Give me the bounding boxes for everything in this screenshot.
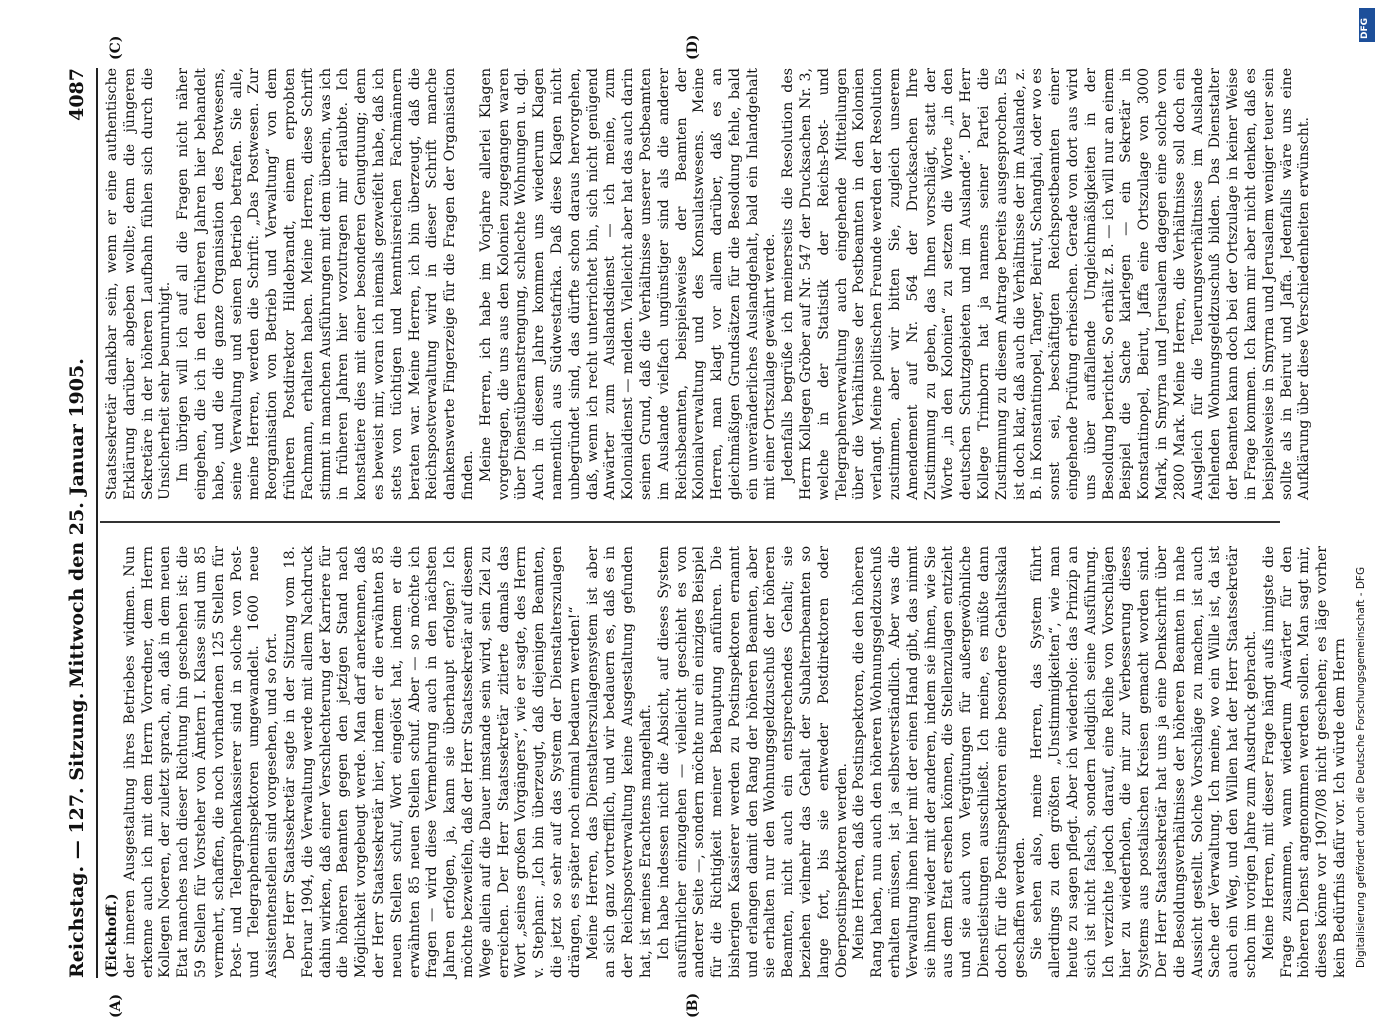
paragraph: Der Herr Staatssekretär sagte in der Sitzung vom 18. Februar 1904, die Verwaltung werde mit allem Nachdruck dahin wirken, daß einer Verschlechterung der Karriere für die höheren Beamten gegen den jetzigen Stand nach Möglichkeit vorgebeugt werde. Man darf anerkennen, daß der Herr Staatssekretär hier, indem er die erwähnten 85 neuen Stellen schuf, Wort eingelöst hat, indem er die erwähnten 85 neuen Stellen schuf. Aber — so möchte ich fragen — wird diese Vermehrung auch in den nächsten Jahren erfolgen, ja, kann sie überhaupt erfolgen? Ich möchte bezweifeln, daß der Herr Staatssekretär auf diesem Wege allein auf die Dauer imstande sein wird, sein Ziel zu erreichen. Der Herr Staatssekretär zitierte damals das Wort „seines großen Vorgängers“, wie er sagte, des Herrn v. Stephan: „Ich bin überzeugt, daß diejenigen Beamten, die jetzt so sehr auf das System der Dienstalterszulagen drängen, es später noch einmal bedauern werden!“ bbox=[281, 546, 583, 978]
paragraph: Meine Herren, das Dienstalterszulagensystem ist aber an sich ganz vortrefflich, und wir bedauern es, daß es in der Reichspostverwaltung keine Ausgestaltung gefunden hat, ist meines Erachtens mangelhaft. bbox=[584, 546, 654, 978]
speaker-label: (Eickhoff.) bbox=[104, 893, 120, 978]
dfg-logo-text: DFG bbox=[1360, 17, 1370, 39]
paragraph: Im übrigen will ich auf all die Fragen nicht näher eingehen, die ich in den früheren Jahren hier behandelt habe, und die die ganze Organisation des Postwesens, seine Verwaltung und seinen Betrieb betrafen. Sie alle, meine Herren, werden die Schrift: „Das Postwesen. Zur Reorganisation von Betrieb und Verwaltung“ von dem früheren Postdirektor Hildebrandt, einem erprobten Fachmann, erhalten haben. Meine Herren, diese Schrift stimmt in manchen Ausführungen mit dem überein, was ich in früheren Jahren hier vorzutragen mir erlaubte. Ich konstatiere dies mit einer besonderen Genugtuung; denn es beweist mir, woran ich niemals gezweifelt habe, daß ich stets von tüchtigen und kenntnisreichen Fachmännern beraten war. Meine Herren, ich bin überzeugt, daß die Reichspostverwaltung wird in dieser Schrift manche dankenswerte Fingerzeige für die Fragen der Organisation finden. bbox=[175, 68, 476, 500]
text-column-right bbox=[104, 68, 1313, 500]
margin-mark-b: (B) bbox=[685, 992, 701, 1018]
text-column-left bbox=[104, 546, 1348, 978]
margin-mark-d: (D) bbox=[685, 34, 701, 60]
credit-text: Digitalisierung gefördert durch die Deutsche Forschungsgemeinschaft - DFG bbox=[1355, 566, 1367, 968]
header-rule bbox=[96, 68, 98, 978]
page-number: 4087 bbox=[66, 68, 88, 121]
paragraph: Meine Herren, ich habe im Vorjahre allerlei Klagen vorgetragen, die uns aus den Kolonien zugegangen waren über Dienstüberanstrengung, schlechte Wohnungen u. dgl. Auch in diesem Jahre kommen uns wiederum Klagen namentlich aus Südwestafrika. Daß diese Klagen nicht unbegründet sind, das dürfte schon daraus hervorgehen, daß, wenn ich recht unterrichtet bin, sich nicht genügend Anwärter zum Auslandsdienst — ich meine, zum Kolonialdienst — melden. Vielleicht aber hat das auch darin seinen Grund, daß die Verhältnisse unserer Postbeamten im Auslande vielfach ungünstiger sind als die anderer Reichsbeamten, beispielsweise der Beamten der Kolonialverwaltung und des Konsulatswesens. Meine Herren, man klagt vor allem darüber, daß es an gleichmäßigen Grundsätzen für die Besoldung fehle, bald ein unveränderliches Auslandgehalt, bald ein Inlandgehalt mit einer Ortszulage gewährt werde. bbox=[477, 68, 779, 500]
rotated-document-page bbox=[60, 34, 1348, 1018]
column-divider bbox=[100, 521, 1280, 523]
margin-mark-c: (C) bbox=[108, 35, 124, 60]
paragraph: Staatssekretär dankbar sein, wenn er eine authentische Erklärung darüber abgeben wollte; denn die jüngeren Sekretäre in der höheren Laufbahn fühlen sich durch die Unsicherheit sehr beunruhigt. bbox=[104, 68, 174, 500]
margin-mark-a: (A) bbox=[108, 993, 124, 1018]
paragraph: Jedenfalls begrüße ich meinerseits die Resolution des Herrn Kollegen Gröber auf Nr. 547 der Drucksachen Nr. 3, welche in der Statistik der Reichs-Post- und Telegraphenverwaltung auch eingehende Mitteilungen über die Verhältnisse der Postbeamten in den Kolonien verlangt. Meine politischen Freunde werden der Resolution zustimmen, aber wir bitten Sie, zugleich unserem Amendement auf Nr. 564 der Drucksachen Ihre Zustimmung zu geben, das Ihnen vorschlägt, statt der Worte „in den Kolonien“ zu setzen die Worte „in den deutschen Schutzgebieten und im Auslande“. Der Herr Kollege Trimborn hat ja namens seiner Partei die Zustimmung zu diesem Antrage bereits ausgesprochen. Es ist doch klar, daß auch die Verhältnisse der im Auslande, z. B. in Konstantinopel, Tanger, Beirut, Schanghai, oder wo es sonst sei, beschäftigten Reichspostbeamten einer eingehende Prüfung erheischen. Gerade von dort aus wird uns über auffallende Ungleichmäßigkeiten in der Besoldung berichtet. So erhält z. B. — ich will nur an einem Beispiel die Sache klarlegen — ein Sekretär in Konstantinopel, Beirut, Jaffa eine Ortszulage von 3000 Mark, in Smyrna und Jerusalem dagegen eine solche von 2800 Mark. Meine Herren, die Verhältnisse soll doch ein Ausgleich für die Teuerungsverhältnisse im Auslande fehlenden Wohnungsgeldzuschuß bilden. Das Dienstalter der Beamten kann doch bei der Ortszulage in keiner Weise in Frage kommen. Ich kann mir aber nicht denken, daß es beispielsweise in Smyrna und Jerusalem weniger teuer sein sollte als in Beirut und Jaffa. Jedenfalls wäre uns eine Aufklärung über diese Verschiedenheiten erwünscht. bbox=[780, 68, 1313, 500]
header-date: Mittwoch den 25. Januar 1905. bbox=[66, 358, 88, 688]
paragraph: der inneren Ausgestaltung ihres Betriebes widmen. Nun erkenne auch ich mit dem Herrn Vorredner, dem Herrn Kollegen Noeren, der zuletzt sprach, an, daß in dem neuen Etat manches nach dieser Richtung hin geschehen ist: die 59 Stellen für Vorsteher von Ämtern I. Klasse sind um 85 vermehrt, schaffen, die noch vorhandenen 125 Stellen für Post- und Telegraphenkassierer sind in solche von Post- und Telegrapheninspektoren umgewandelt. 1600 neue Assistentenstellen sind vorgesehen, und so fort. bbox=[121, 546, 281, 978]
paragraph: Sie sehen also, meine Herren, das System führt allerdings zu den größten „Unstimmigkeiten“, wie man heute zu sagen pflegt. Aber ich wiederhole: das Prinzip an sich ist nicht falsch, sondern lediglich seine Ausführung. Ich verzichte jedoch darauf, eine Reihe von Vorschlägen hier zu wiederholen, die mir zur Verbesserung dieses Systems aus postalischen Kreisen gemacht worden sind. Der Herr Staatssekretär hat uns ja eine Denkschrift über die Besoldungsverhältnisse der höheren Beamten in nahe Aussicht gestellt. Solche Vorschläge zu machen, ist auch Sache der Verwaltung. Ich meine, wo ein Wille ist, da ist auch ein Weg, und den Willen hat der Herr Staatssekretär schon im vorigen Jahre zum Ausdruck gebracht. bbox=[1029, 546, 1259, 978]
header-left: Reichstag. — 127. Sitzung. bbox=[66, 692, 88, 978]
digitization-credit bbox=[1355, 0, 1377, 1000]
page-header bbox=[60, 68, 94, 978]
paragraph: Meine Herren, daß die Postinspektoren, die den höheren Rang haben, nun auch den höheren Wohnungsgeldzuschuß erhalten müssen, ist ja selbstverständlich. Aber was die Verwaltung ihnen hier mit der einen Hand gibt, das nimmt sie ihnen wieder mit der anderen, indem sie ihnen, wie Sie aus dem Etat ersehen können, die Stellenzulagen entzieht und sie auch von Vergütungen für außergewöhnliche Dienstleistungen ausschließt. Ich meine, es müßte dann doch für die Postinspektoren eine besondere Gehaltsskala geschaffen werden. bbox=[851, 546, 1028, 978]
paragraph: Ich habe indessen nicht die Absicht, auf dieses System ausführlicher einzugehen — vielleicht geschieht es von anderer Seite —, sondern möchte nur ein einziges Beispiel für die Richtigkeit meiner Behauptung anführen. Die bisherigen Kassierer werden zu Postinspektoren ernannt und erlangen damit den Rang der höheren Beamten, aber sie erhalten nur den Wohnungsgeldzuschuß der höheren Beamten, nicht auch ein entsprechendes Gehalt; sie beziehen vielmehr das Gehalt der Subalternbeamten so lange fort, bis sie entweder Postdirektoren oder Oberpostinspektoren werden. bbox=[655, 546, 850, 978]
paragraph: Meine Herren, mit dieser Frage hängt aufs innigste die Frage zusammen, wann wiederum Anwärter für den höheren Dienst angenommen werden sollen. Man sagt mir, dieses könne vor 1907/08 nicht geschehen; es läge vorher kein Bedürfnis dafür vor. Ich würde dem Herrn bbox=[1260, 546, 1348, 978]
